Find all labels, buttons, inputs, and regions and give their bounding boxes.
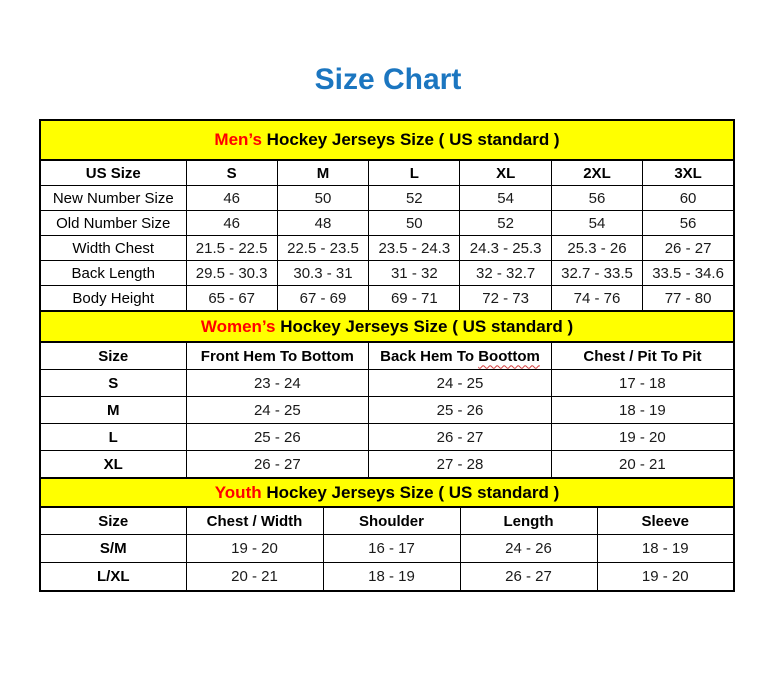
row-label: New Number Size	[40, 186, 186, 211]
column-header: XL	[460, 160, 551, 186]
spellcheck-typo-word: Boottom	[478, 347, 540, 365]
column-header: Front Hem To Bottom	[186, 342, 369, 370]
cell: 16 - 17	[323, 535, 460, 563]
cell: 32.7 - 33.5	[551, 261, 642, 286]
row-label: L/XL	[40, 563, 186, 592]
cell: 19 - 20	[186, 535, 323, 563]
table-row	[40, 286, 734, 312]
cell: 56	[551, 186, 642, 211]
column-header: 2XL	[551, 160, 642, 186]
column-header: Size	[40, 507, 186, 535]
cell: 32 - 32.7	[460, 261, 551, 286]
youth-band-highlight: Youth	[214, 482, 262, 502]
cell: 54	[551, 211, 642, 236]
row-label: M	[40, 397, 186, 424]
column-header: Sleeve	[597, 507, 734, 535]
column-header: Chest / Pit To Pit	[551, 342, 734, 370]
mens-band	[40, 120, 734, 160]
cell: 24 - 26	[460, 535, 597, 563]
row-label: Body Height	[40, 286, 186, 312]
womens-band-row	[40, 311, 734, 342]
cell: 24.3 - 25.3	[460, 236, 551, 261]
cell: 30.3 - 31	[277, 261, 368, 286]
row-label: S	[40, 370, 186, 397]
table-row	[40, 451, 734, 479]
column-header: US Size	[40, 160, 186, 186]
mens-size-table	[39, 119, 735, 312]
column-header: 3XL	[643, 160, 734, 186]
row-label: XL	[40, 451, 186, 479]
cell: 29.5 - 30.3	[186, 261, 277, 286]
table-row	[40, 236, 734, 261]
cell: 50	[369, 211, 460, 236]
cell: 19 - 20	[597, 563, 734, 592]
row-label: Old Number Size	[40, 211, 186, 236]
cell: 67 - 69	[277, 286, 368, 312]
row-label: L	[40, 424, 186, 451]
youth-size-table	[39, 477, 735, 592]
cell: 46	[186, 211, 277, 236]
column-header: Length	[460, 507, 597, 535]
cell: 50	[277, 186, 368, 211]
cell: 26 - 27	[186, 451, 369, 479]
cell: 18 - 19	[323, 563, 460, 592]
cell: 26 - 27	[369, 424, 552, 451]
cell: 77 - 80	[643, 286, 734, 312]
cell: 69 - 71	[369, 286, 460, 312]
table-row	[40, 535, 734, 563]
column-header: Shoulder	[323, 507, 460, 535]
column-header: M	[277, 160, 368, 186]
cell: 20 - 21	[186, 563, 323, 592]
cell: 19 - 20	[551, 424, 734, 451]
cell: 56	[643, 211, 734, 236]
womens-band	[40, 311, 734, 342]
row-label: Width Chest	[40, 236, 186, 261]
mens-band-highlight: Men’s	[214, 130, 262, 149]
cell: 52	[369, 186, 460, 211]
row-label: S/M	[40, 535, 186, 563]
cell: 46	[186, 186, 277, 211]
womens-band-highlight: Women’s	[200, 316, 276, 336]
womens-header-row	[40, 342, 734, 370]
youth-band-rest: Hockey Jerseys Size ( US standard )	[261, 482, 560, 502]
youth-header-row	[40, 507, 734, 535]
cell: 20 - 21	[551, 451, 734, 479]
cell: 52	[460, 211, 551, 236]
table-row	[40, 563, 734, 592]
table-row	[40, 424, 734, 451]
cell: 65 - 67	[186, 286, 277, 312]
table-row	[40, 397, 734, 424]
cell: 23.5 - 24.3	[369, 236, 460, 261]
cell: 24 - 25	[186, 397, 369, 424]
column-header: L	[369, 160, 460, 186]
cell: 25.3 - 26	[551, 236, 642, 261]
mens-band-rest: Hockey Jerseys Size ( US standard )	[261, 130, 560, 149]
table-row	[40, 261, 734, 286]
cell: 25 - 26	[369, 397, 552, 424]
cell: 54	[460, 186, 551, 211]
youth-band	[40, 478, 734, 507]
column-header: Chest / Width	[186, 507, 323, 535]
womens-band-rest: Hockey Jerseys Size ( US standard )	[275, 316, 574, 336]
page-title: Size Chart	[314, 63, 462, 96]
cell: 21.5 - 22.5	[186, 236, 277, 261]
cell: 18 - 19	[551, 397, 734, 424]
cell: 24 - 25	[369, 370, 552, 397]
youth-band-row	[40, 478, 734, 507]
column-header: S	[186, 160, 277, 186]
table-row	[40, 211, 734, 236]
table-row	[40, 370, 734, 397]
mens-header-row	[40, 160, 734, 186]
cell: 74 - 76	[551, 286, 642, 312]
cell: 72 - 73	[460, 286, 551, 312]
column-header: Size	[40, 342, 186, 370]
cell: 33.5 - 34.6	[643, 261, 734, 286]
table-row	[40, 186, 734, 211]
cell: 17 - 18	[551, 370, 734, 397]
column-header-text: Back Hem To	[380, 347, 479, 365]
cell: 31 - 32	[369, 261, 460, 286]
womens-size-table	[39, 310, 735, 479]
row-label: Back Length	[40, 261, 186, 286]
cell: 26 - 27	[643, 236, 734, 261]
cell: 48	[277, 211, 368, 236]
column-header	[369, 342, 552, 370]
mens-band-row	[40, 120, 734, 160]
size-chart-tables	[39, 119, 735, 592]
cell: 60	[643, 186, 734, 211]
cell: 23 - 24	[186, 370, 369, 397]
cell: 26 - 27	[460, 563, 597, 592]
cell: 27 - 28	[369, 451, 552, 479]
cell: 22.5 - 23.5	[277, 236, 368, 261]
cell: 18 - 19	[597, 535, 734, 563]
cell: 25 - 26	[186, 424, 369, 451]
